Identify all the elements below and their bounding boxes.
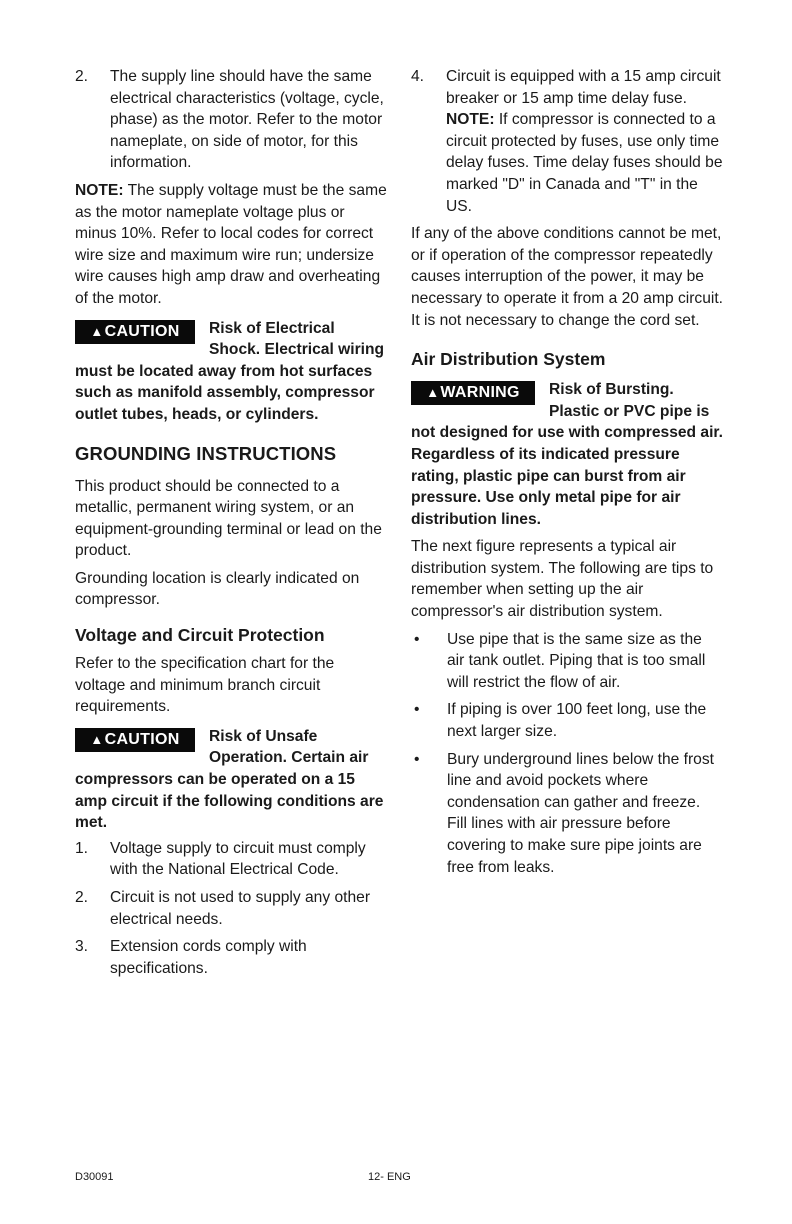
air-tips-list [411,629,723,879]
note-label: NOTE: [75,181,124,199]
item-number: 2. [75,889,89,906]
warning-badge-label: WARNING [440,384,520,402]
voltage-circuit-para: Refer to the specification chart for the voltage and minimum branch circuit requirements. [75,655,335,716]
bullet-icon: • [414,750,420,768]
page-number: 12- ENG [368,1171,411,1183]
warning-triangle-icon: ▲ [426,385,440,401]
note-text: The supply voltage must be the same as the motor nameplate voltage plus or minus 10%. Refer to local codes for correct wire size and maximum wire run; undersize wire causes high amp draw and overheating of the motor. [75,181,387,307]
caution-badge [75,320,195,344]
list-item-text: Use pipe that is the same size as the air tank outlet. Piping that is too small will restrict the flow of air. [447,630,706,691]
grounding-heading: GROUNDING INSTRUCTIONS [75,442,337,464]
list-item [411,629,723,694]
caution-badge-label: CAUTION [104,322,180,340]
caution-badge [75,728,195,752]
air-distribution-para: The next figure represents a typical air distribution system. The following are tips to remember when setting up the air compressor's air distribution system. [411,538,714,621]
warning-triangle-icon: ▲ [90,323,104,339]
item-number: 2. [75,68,89,85]
caution-text: Risk of Electrical Shock. Electrical wiring must be located away from hot surfaces such as manifold assembly, compressor outlet tubes, heads, or cylinders. [75,319,385,423]
condition-item [75,838,387,881]
item-text-a: Circuit is equipped with a 15 amp circuit breaker or 15 amp time delay fuse. [446,68,721,107]
caution-text: Risk of Unsafe Operation. Certain air compressors can be operated on a 15 amp circuit if the following conditions are met. [75,727,384,832]
item-text: Extension cords comply with specifications. [110,938,307,977]
item-text-b: If compressor is connected to a circuit protected by fuses, use only time delay fuses. Time delay fuses should be marked "D" in Canada and "T" in the US. [446,111,723,215]
caution-badge-label: CAUTION [104,730,180,748]
voltage-circuit-heading: Voltage and Circuit Protection [75,625,325,646]
item-number: 3. [75,938,89,956]
left-column [75,66,387,985]
conditions-para: If any of the above conditions cannot be met, or if operation of the compressor repeatedly causes interruption of the power, it may be necessary to operate it from a 20 amp circuit. It is not necessary to change the cord set. [411,225,724,329]
item-number: 1. [75,839,89,857]
item-number: 4. [411,68,425,85]
warning-text: Risk of Bursting. Plastic or PVC pipe is not designed for use with compressed air. Regardless of its indicated pressure rating, plastic pipe can burst from air pressure. Use only metal pipe for air distribution lines. [411,381,723,528]
item-text: Voltage supply to circuit must comply with the National Electrical Code. [110,839,366,879]
right-column [411,66,723,884]
grounding-para: This product should be connected to a metallic, permanent wiring system, or an equipment-grounding terminal or lead on the product. [75,477,382,560]
warning-bursting [411,379,723,530]
list-item [411,699,723,742]
item-text: Circuit is not used to supply any other electrical needs. [110,889,371,928]
item-text: The supply line should have the same electrical characteristics (voltage, cycle, phase) as the motor. Refer to the motor nameplate, on side of motor, for this information. [110,68,384,172]
air-distribution-heading: Air Distribution System [411,349,606,370]
caution-electrical-shock [75,318,387,426]
caution-unsafe-operation [75,726,387,834]
bullet-icon: • [414,630,420,648]
document-number: D30091 [75,1171,114,1183]
supply-line-item [75,66,387,174]
warning-triangle-icon: ▲ [90,731,104,747]
voltage-note [75,180,387,310]
condition-item [75,887,387,930]
warning-badge [411,381,535,405]
list-item [411,749,723,879]
bullet-icon: • [414,701,420,719]
circuit-breaker-item [411,66,723,217]
grounding-location-para: Grounding location is clearly indicated on compressor. [75,569,360,609]
note-label: NOTE: [446,111,495,129]
condition-item [75,936,387,979]
list-item-text: Bury underground lines below the frost line and avoid pockets where condensation can gather and freeze. Fill lines with air pressure before covering to make sure pipe joints are free from leaks. [447,750,714,876]
list-item-text: If piping is over 100 feet long, use the next larger size. [447,701,707,741]
